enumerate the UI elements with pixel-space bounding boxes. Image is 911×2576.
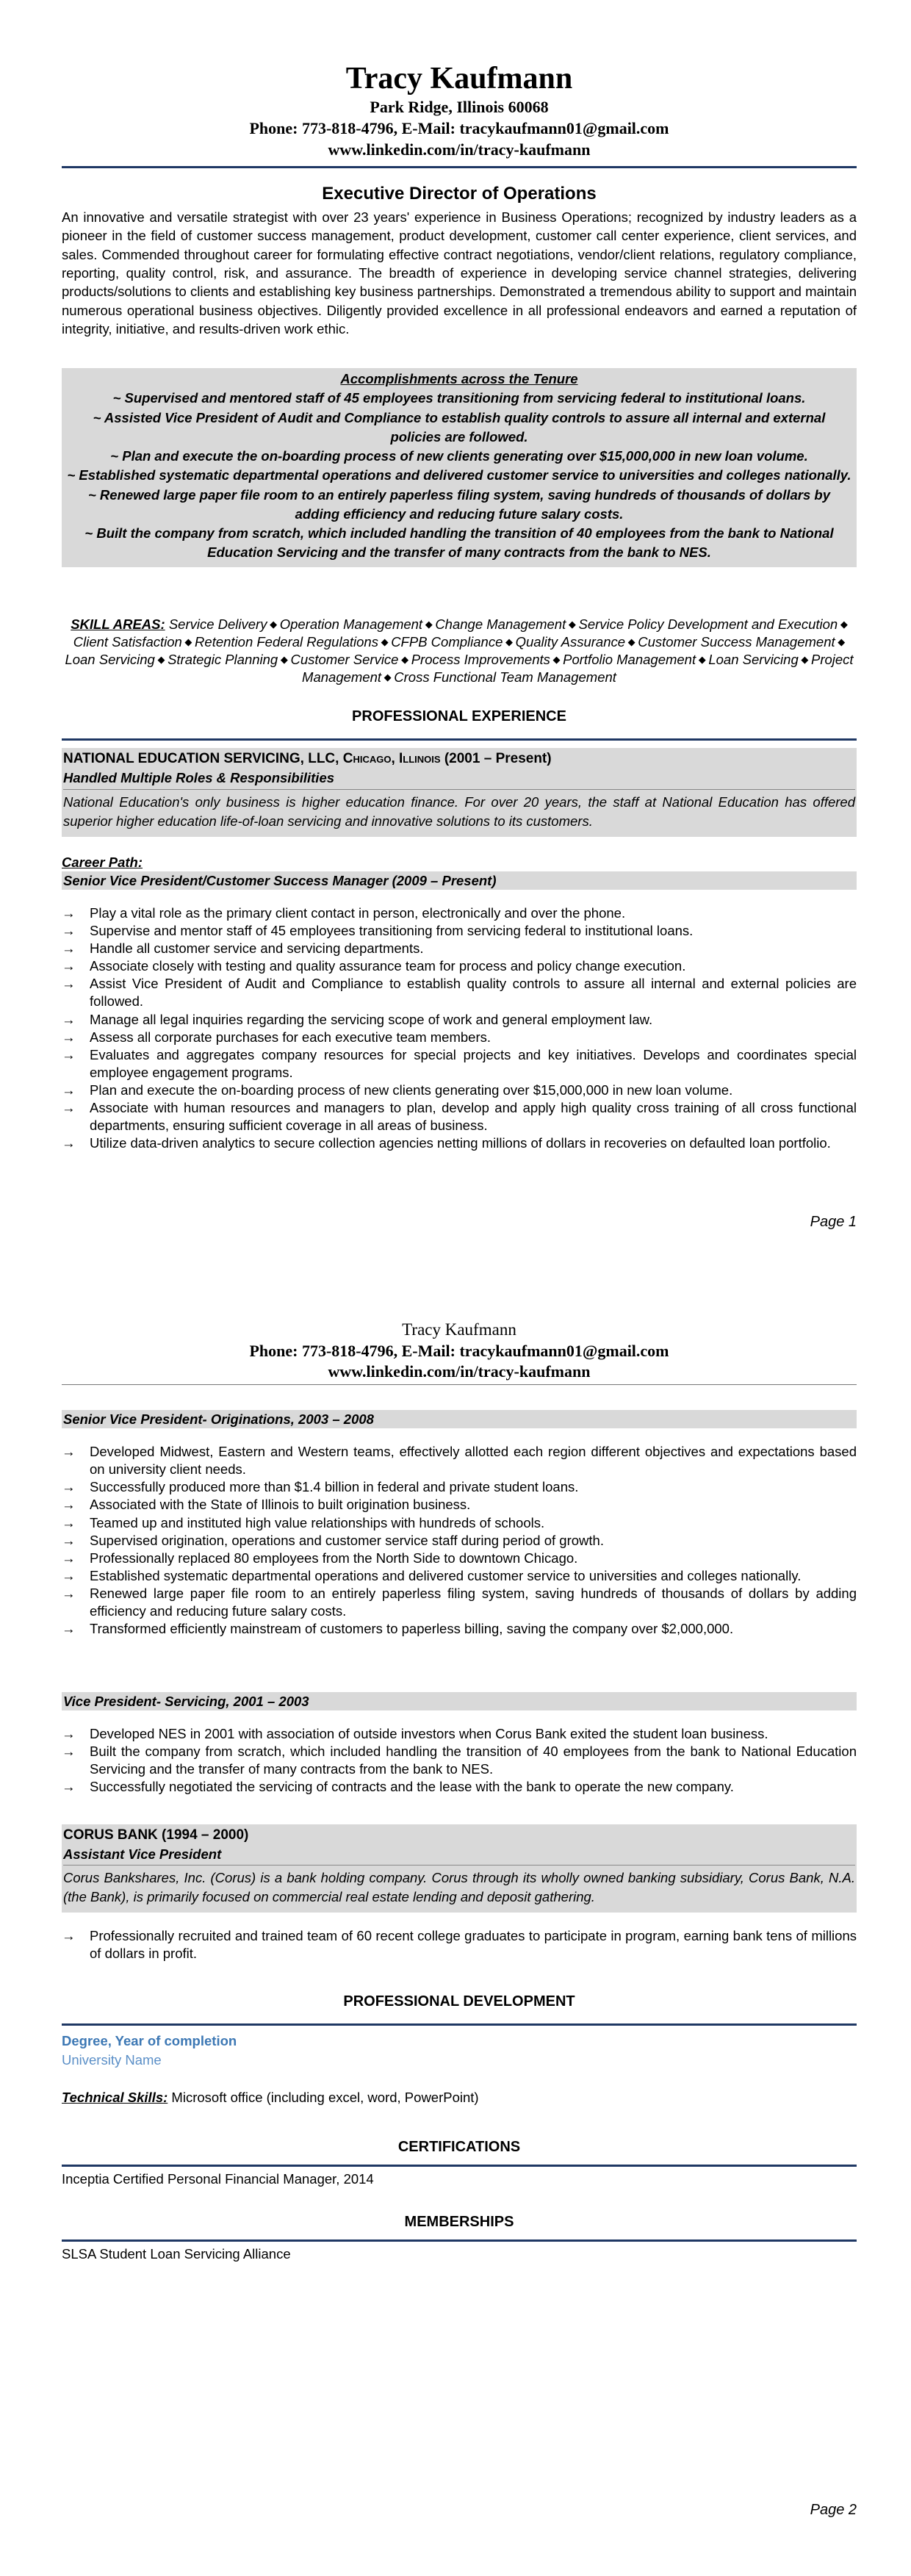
skill-item: Customer Service: [290, 652, 399, 668]
role1-bullets: [62, 904, 857, 1152]
page-number: Page 1: [810, 1214, 857, 1230]
employer-name: NATIONAL EDUCATION SERVICING, LLC,: [63, 751, 339, 767]
page-number: Page 2: [810, 2502, 857, 2518]
arrow-icon: →: [62, 1497, 76, 1513]
skill-item: Service Delivery: [168, 616, 267, 632]
memberships-section: [62, 2212, 857, 2264]
diamond-separator-icon: ◆: [278, 654, 291, 666]
arrow-icon: →: [62, 1029, 76, 1045]
arrow-icon: →: [62, 958, 76, 974]
arrow-icon: →: [62, 976, 76, 992]
arrow-icon: →: [62, 1011, 76, 1027]
diamond-separator-icon: ◆: [566, 619, 579, 630]
list-item: → Evaluates and aggregates company resources for special projects and key initiatives. Develops and coordinates special employee engagement programs.: [62, 1046, 857, 1080]
skill-item: Cross Functional Team Management: [394, 669, 616, 686]
arrow-icon: →: [62, 1550, 76, 1566]
skill-item: Process Improvements: [411, 652, 550, 668]
role-title: Senior Vice President/Customer Success Manager (2009 – Present): [62, 871, 857, 890]
technical-skills-value: Microsoft office (including excel, word, PowerPoint): [168, 2090, 479, 2106]
degree-line: Degree, Year of completion: [62, 2033, 237, 2049]
skill-item: Client Satisfaction: [73, 634, 182, 650]
memberships-divider: [62, 2239, 857, 2242]
role3-bullets: [62, 1725, 857, 1796]
list-item: → Plan and execute the on-boarding process of new clients generating over $15,000,000 in new loan volume.: [62, 1082, 857, 1099]
career-path-label: Career Path:: [62, 854, 143, 870]
diamond-separator-icon: ◆: [154, 654, 168, 666]
role-title: Senior Vice President- Originations, 2003 – 2008: [62, 1410, 857, 1428]
skill-areas-list: [65, 616, 853, 685]
diamond-separator-icon: ◆: [181, 636, 195, 648]
arrow-icon: →: [62, 1514, 76, 1530]
certifications-section: [62, 2137, 857, 2189]
arrow-icon: →: [62, 1532, 76, 1548]
list-item: → Developed Midwest, Eastern and Western teams, effectively allotted each region different objectives and expectations based on university client needs.: [62, 1444, 857, 1478]
technical-skills-line: [62, 2088, 857, 2107]
skill-item: Customer Success Management: [638, 634, 835, 650]
skill-item: Retention Federal Regulations: [195, 634, 378, 650]
list-item: → Built the company from scratch, which included handling the transition of 40 employees from the bank to National Education Servicing and the transfer of many contracts from the bank to NES.: [62, 1744, 857, 1777]
certifications-heading: CERTIFICATIONS: [397, 2139, 521, 2155]
employer-location: Chicago, Illinois: [342, 751, 441, 767]
skill-item: Operation Management: [279, 616, 423, 632]
skill-item: Project Management: [302, 652, 854, 686]
list-item: → Manage all legal inquiries regarding the servicing scope of work and general employment law.: [62, 1011, 857, 1029]
development-section: [62, 1992, 857, 2107]
arrow-icon: →: [62, 1744, 76, 1760]
development-divider: [62, 2023, 857, 2026]
list-item: → Assess all corporate purchases for each executive team members.: [62, 1029, 857, 1046]
arrow-icon: →: [62, 905, 76, 921]
accomplishments-heading: Accomplishments across the Tenure: [340, 371, 578, 386]
list-item: → Supervised origination, operations and customer service staff during period of growth.: [62, 1532, 857, 1550]
header-divider: [62, 1384, 857, 1385]
candidate-linkedin[interactable]: www.linkedin.com/in/tracy-kaufmann: [328, 1362, 591, 1381]
arrow-icon: →: [62, 1479, 76, 1495]
header-divider: [62, 166, 857, 168]
diamond-separator-icon: ◆: [398, 654, 411, 666]
diamond-separator-icon: ◆: [422, 619, 436, 630]
role2-section: [62, 1410, 857, 1638]
page2-header: [62, 1319, 857, 1385]
role-title: Vice President- Servicing, 2001 – 2003: [62, 1692, 857, 1710]
membership-item: SLSA Student Loan Servicing Alliance: [62, 2246, 291, 2262]
list-item: → Professionally recruited and trained team of 60 recent college graduates to participate in program, earning bank tens of millions of dollars in profit.: [62, 1928, 857, 1962]
experience-section: [62, 707, 857, 1152]
list-item: → Established systematic departmental operations and delivered customer service to universities and colleges nationally.: [62, 1567, 857, 1585]
skill-areas-label: SKILL AREAS:: [71, 616, 165, 632]
arrow-icon: →: [62, 1585, 76, 1601]
certification-item: Inceptia Certified Personal Financial Manager, 2014: [62, 2171, 374, 2187]
skill-item: Quality Assurance: [515, 634, 626, 650]
employer-block-corus: [62, 1824, 857, 1866]
employer-name: CORUS BANK (1994 – 2000): [63, 1827, 249, 1843]
diamond-separator-icon: ◆: [267, 619, 280, 630]
accomplishment-item: ~ Supervised and mentored staff of 45 employees transitioning from servicing federal to institutional loans.: [112, 390, 806, 406]
role3-section: [62, 1692, 857, 1796]
employer-description: Corus Bankshares, Inc. (Corus) is a bank holding company. Corus through its wholly owned banking subsidiary, Corus Bank, N.A. (the Bank), is primarily focused on commercial real estate lending and deposit gathering.: [62, 1866, 857, 1913]
list-item: → Associate closely with testing and quality assurance team for process and policy change execution.: [62, 957, 857, 975]
list-item: → Developed NES in 2001 with association of outside investors when Corus Bank exited the student loan business.: [62, 1725, 857, 1743]
diamond-separator-icon: ◆: [378, 636, 392, 648]
candidate-contact: Phone: 773-818-4796, E-Mail: tracykaufmann01@gmail.com: [249, 1341, 669, 1360]
accomplishments-box: [62, 368, 857, 567]
university-line: University Name: [62, 2051, 162, 2068]
list-item: → Handle all customer service and servicing departments.: [62, 940, 857, 957]
candidate-name: Tracy Kaufmann: [345, 62, 573, 96]
summary-section: [62, 182, 857, 338]
diamond-separator-icon: ◆: [838, 619, 848, 630]
list-item: → Professionally replaced 80 employees from the North Side to downtown Chicago.: [62, 1550, 857, 1567]
diamond-separator-icon: ◆: [550, 654, 563, 666]
corus-section: [62, 1824, 857, 1962]
arrow-icon: →: [62, 1928, 76, 1944]
arrow-icon: →: [62, 1726, 76, 1742]
certifications-divider: [62, 2165, 857, 2167]
accomplishment-item: ~ Assisted Vice President of Audit and Compliance to establish quality controls to assure all internal and external policies are followed.: [93, 409, 826, 445]
diamond-separator-icon: ◆: [625, 636, 638, 648]
employer-description: National Education's only business is higher education finance. For over 20 years, the staff at National Education has offered superior higher education life-of-loan servicing and innovative solutions to its customers.: [62, 790, 857, 837]
skill-areas: [62, 616, 857, 686]
employer-block-nes: [62, 748, 857, 789]
arrow-icon: →: [62, 1444, 76, 1460]
candidate-name-small: Tracy Kaufmann: [402, 1320, 516, 1339]
accomplishment-item: ~ Built the company from scratch, which included handling the transition of 40 employees from the bank to National Education Servicing and the transfer of many contracts from the bank to NES.: [84, 525, 834, 561]
diamond-separator-icon: ◆: [381, 672, 395, 683]
employer-subtitle: Handled Multiple Roles & Responsibilities: [63, 770, 335, 786]
summary-text: An innovative and versatile strategist with over 23 years' experience in Business Operations; recognized by industry leaders as a pioneer in the field of customer success management, product development, customer call center experience, client services, and sales. Commended throughout career for formulating effective contract negotiations, vendor/client relations, regulatory compliance, reporting, quality control, risk, and assurance. The breadth of experience in developing service channel strategies, delivering products/solutions to clients and establishing key business partnerships. Demonstrated a tremendous ability to support and maintain numerous operational business objectives. Diligently provided excellence in all professional endeavors and earned a reputation of integrity, initiative, and results-driven work ethic.: [62, 209, 857, 337]
candidate-location: Park Ridge, Illinois 60068: [370, 98, 549, 117]
accomplishment-item: ~ Plan and execute the on-boarding process of new clients generating over $15,000,000 in new loan volume.: [110, 448, 808, 464]
arrow-icon: →: [62, 1779, 76, 1795]
list-item: → Utilize data-driven analytics to secure collection agencies netting millions of dollars in recoveries on defaulted loan portfolio.: [62, 1134, 857, 1152]
diamond-separator-icon: ◆: [798, 654, 811, 666]
candidate-linkedin[interactable]: www.linkedin.com/in/tracy-kaufmann: [328, 140, 591, 159]
memberships-heading: MEMBERSHIPS: [404, 2214, 514, 2230]
skill-item: Strategic Planning: [168, 652, 278, 668]
arrow-icon: →: [62, 1099, 76, 1115]
list-item: → Transformed efficiently mainstream of customers to paperless billing, saving the company over $2,000,000.: [62, 1620, 857, 1638]
arrow-icon: →: [62, 940, 76, 957]
accomplishment-item: ~ Established systematic departmental operations and delivered customer service to universities and colleges nationally.: [67, 467, 851, 483]
list-item: → Play a vital role as the primary client contact in person, electronically and over the phone.: [62, 904, 857, 922]
role2-bullets: [62, 1443, 857, 1638]
employer-subtitle: Assistant Vice President: [63, 1846, 222, 1863]
experience-heading: PROFESSIONAL EXPERIENCE: [352, 708, 566, 724]
skill-item: Change Management: [435, 616, 566, 632]
skill-item: Service Policy Development and Execution: [578, 616, 838, 632]
list-item: → Renewed large paper file room to an entirely paperless filing system, saving hundreds of thousands of dollars by adding efficiency and reducing future salary costs.: [62, 1585, 857, 1619]
arrow-icon: →: [62, 1046, 76, 1062]
executive-title: Executive Director of Operations: [322, 184, 597, 204]
arrow-icon: →: [62, 1082, 76, 1098]
page1-header: [62, 60, 857, 168]
candidate-contact: Phone: 773-818-4796, E-Mail: tracykaufmann01@gmail.com: [249, 118, 669, 137]
skill-item: Portfolio Management: [563, 652, 696, 668]
diamond-separator-icon: ◆: [503, 636, 516, 648]
skill-item: CFPB Compliance: [391, 634, 503, 650]
corus-bullets: [62, 1927, 857, 1962]
list-item: → Supervise and mentor staff of 45 employees transitioning from servicing federal to institutional loans.: [62, 922, 857, 940]
skill-item: Loan Servicing: [708, 652, 799, 668]
list-item: → Teamed up and instituted high value relationships with hundreds of schools.: [62, 1514, 857, 1532]
arrow-icon: →: [62, 1567, 76, 1583]
diamond-separator-icon: ◆: [696, 654, 709, 666]
list-item: → Associate with human resources and managers to plan, develop and apply high quality cross training of all cross functional departments, ensuring sufficient coverage in all areas of business.: [62, 1099, 857, 1133]
experience-divider: [62, 738, 857, 741]
diamond-separator-icon: ◆: [835, 636, 846, 648]
list-item: → Successfully negotiated the servicing of contracts and the lease with the bank to operate the new company.: [62, 1778, 857, 1796]
arrow-icon: →: [62, 1134, 76, 1151]
list-item: → Successfully produced more than $1.4 billion in federal and private student loans.: [62, 1478, 857, 1496]
arrow-icon: →: [62, 923, 76, 939]
skill-item: Loan Servicing: [65, 652, 155, 668]
accomplishment-item: ~ Renewed large paper file room to an entirely paperless filing system, saving hundreds of thousands of dollars by adding efficiency and reducing future salary costs.: [87, 486, 831, 522]
list-item: → Associated with the State of Illinois to built origination business.: [62, 1496, 857, 1514]
list-item: → Assist Vice President of Audit and Compliance to establish quality controls to assure all internal and external policies are followed.: [62, 976, 857, 1010]
resume-page-2: [0, 1288, 911, 2576]
arrow-icon: →: [62, 1620, 76, 1636]
employer-dates: (2001 – Present): [444, 751, 552, 767]
development-heading: PROFESSIONAL DEVELOPMENT: [343, 1993, 575, 2010]
technical-skills-label: Technical Skills:: [62, 2090, 168, 2106]
